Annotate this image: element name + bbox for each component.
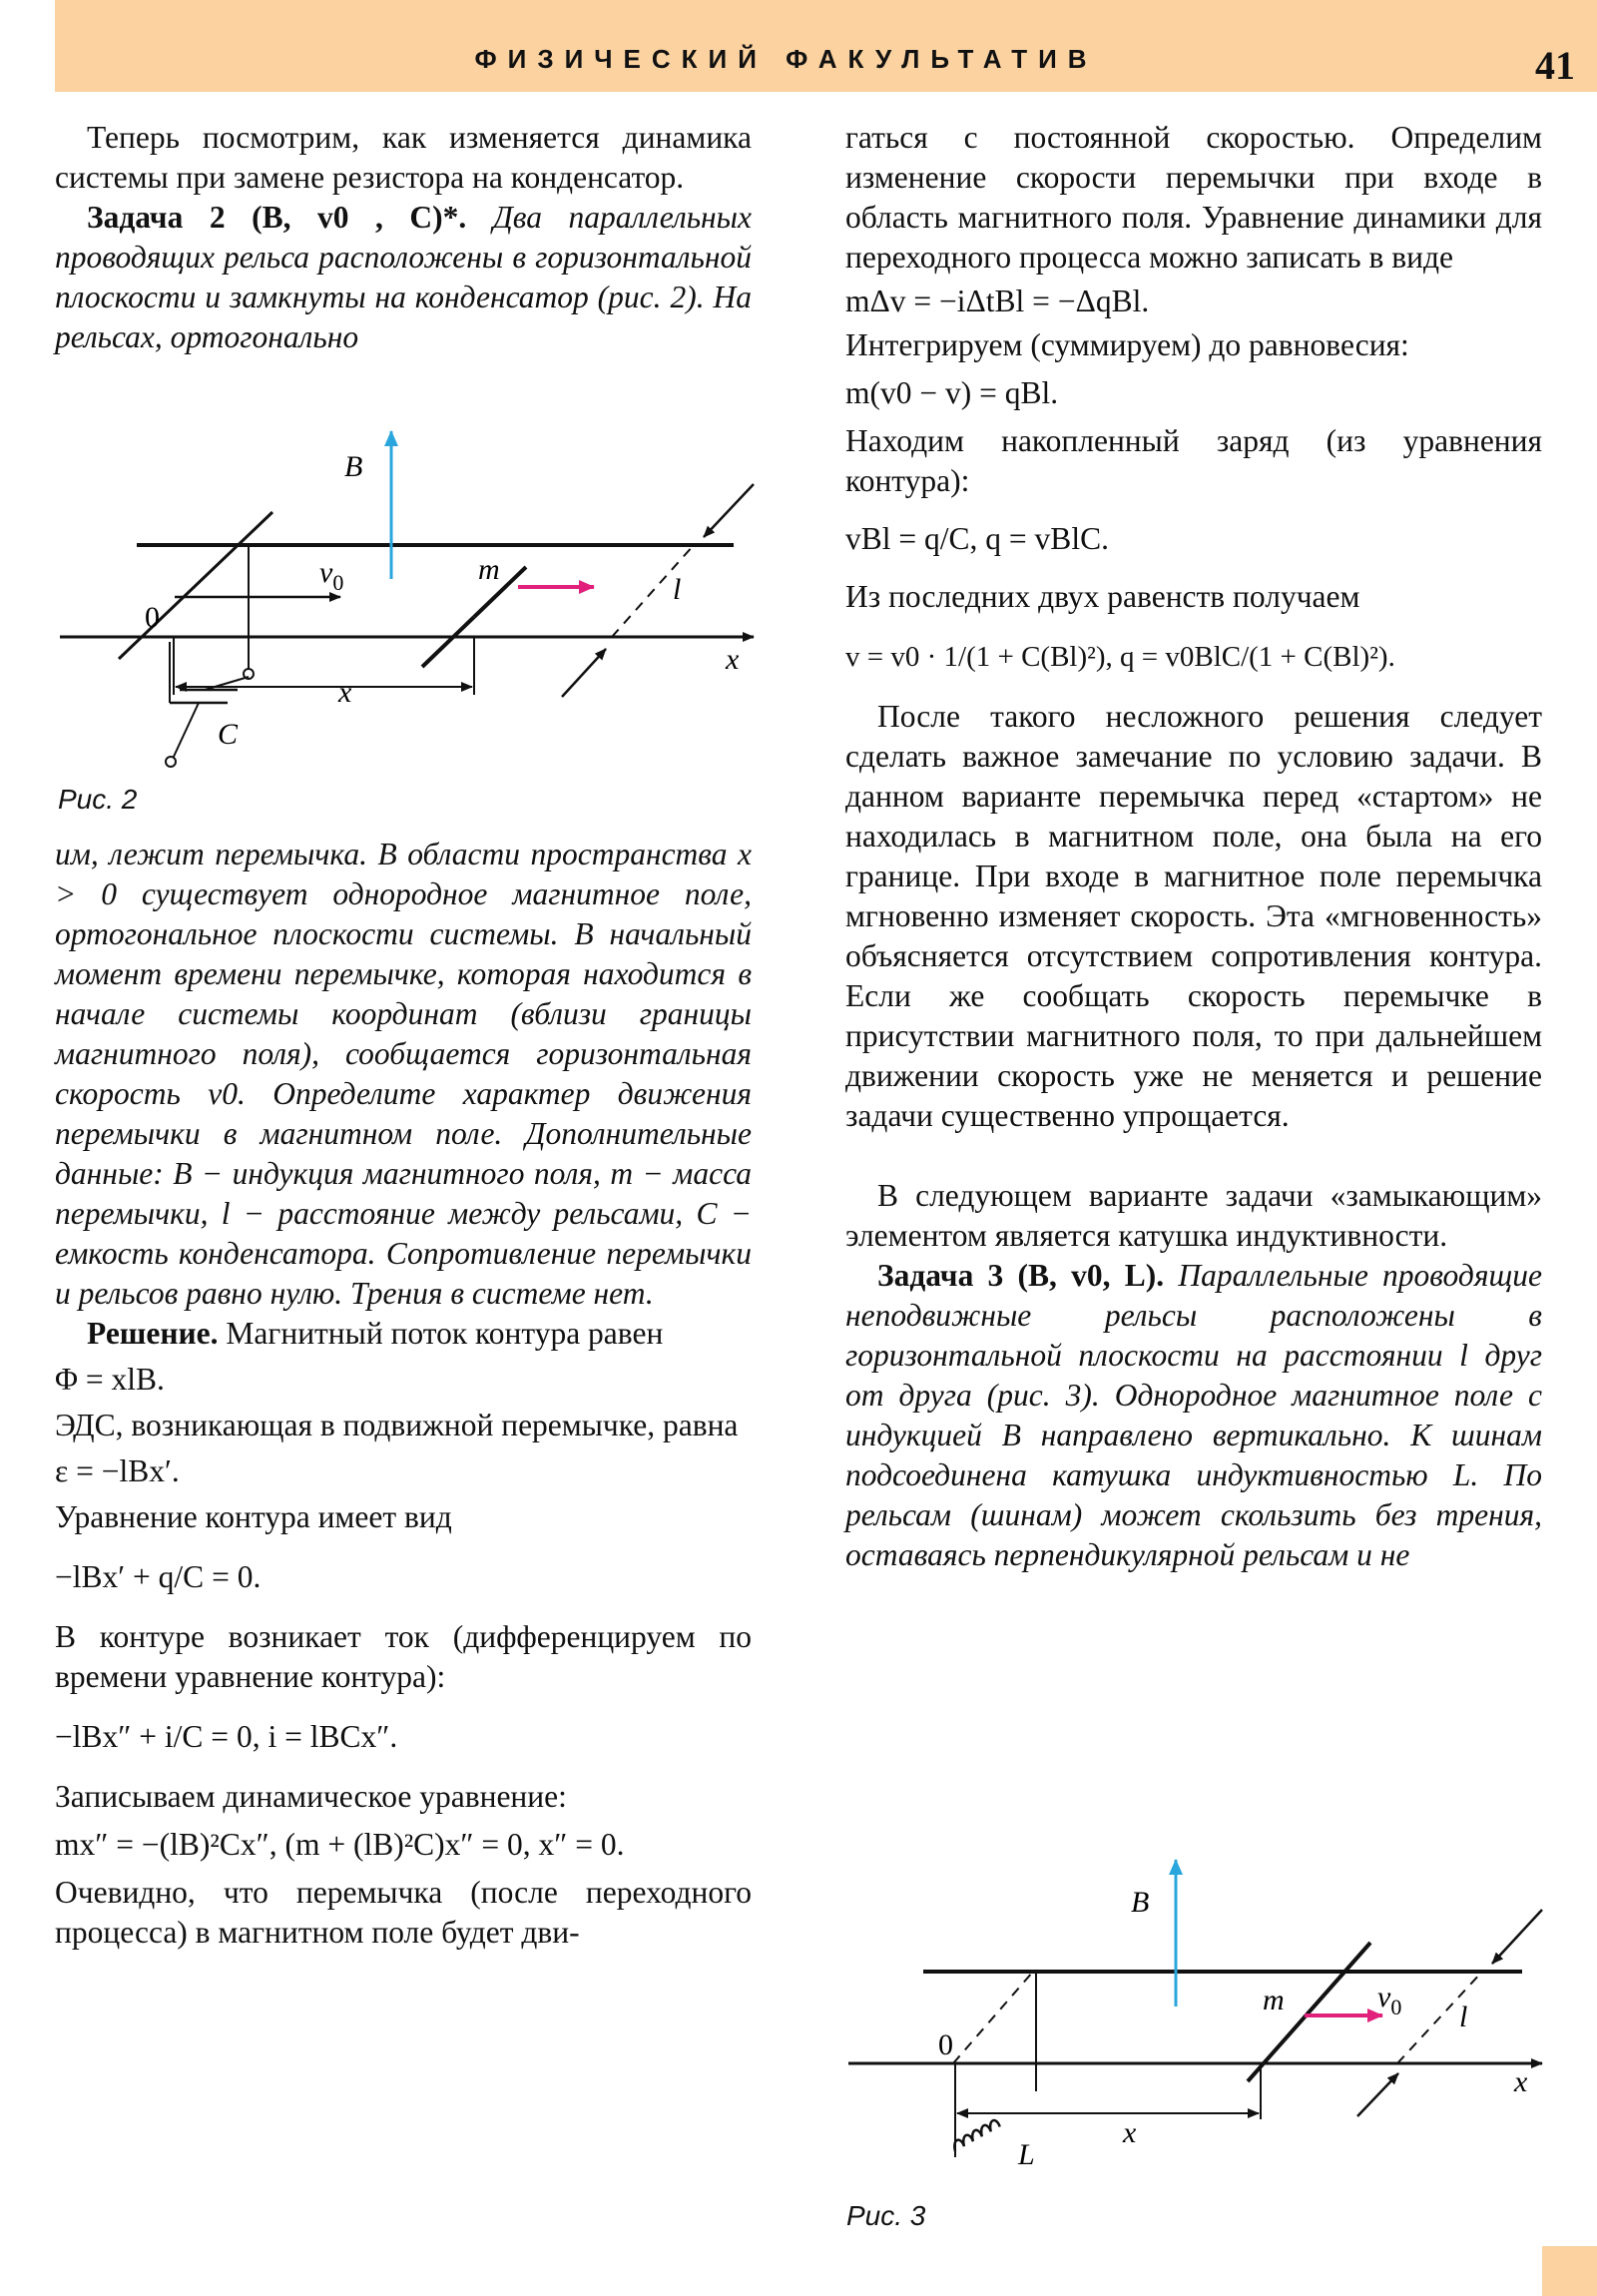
dashed-l-line	[612, 545, 694, 637]
task2-text-b: им, лежит перемычка. В области пространства x > 0 существует однородное магнитное поле, ортогональное плоскости системы. В начальный момент времени перемычке, которая находится в начале системы координат (вблизи границы магнитного поля), сообщается горизонтальная скорость v0. Определите характер движения перемычки в магнитном поле. Дополнительные данные: B − индукция магнитного поля, m − масса перемычки, l − расстояние между рельсами, C − емкость конденсатора. Сопротивление перемычки и рельсов равно нулю. Трения в системе нет.	[55, 837, 752, 1311]
dashed-l-line	[1397, 1972, 1482, 2063]
running-title: ФИЗИЧЕСКИЙ ФАКУЛЬТАТИВ	[474, 44, 1098, 74]
label-v0: $v_0$	[1377, 1981, 1402, 2019]
label-x-axis: x	[1514, 2065, 1528, 2098]
label-x-dist: x	[1123, 2116, 1137, 2149]
remark-paragraph: После такого несложного решения следует сделать важное замечание по условию задачи. В данном варианте перемычка перед «стартом» не находилась в магнитном поле, она была на его границе. При входе в магнитное поле перемычка мгновенно изменяет скорость. Эта «мгновенность» объясняется отсутствием сопротивления контура. Если же сообщать скорость перемычке в присутствии магнитного поля, то при дальнейшем движении скорость уже не меняется и решение задачи существенно упрощается.	[845, 699, 1542, 1133]
label-l: l	[673, 573, 682, 606]
integrate-text: Интегрируем (суммируем) до равновесия:	[845, 327, 1409, 362]
capacitor-lead-top	[205, 677, 249, 690]
label-origin: 0	[145, 601, 160, 634]
l-arrow-top	[704, 484, 754, 537]
solution-text: Магнитный поток контура равен	[226, 1316, 664, 1351]
label-l: l	[1459, 2001, 1468, 2033]
page-header	[55, 0, 1597, 92]
page-corner-tab	[1542, 2246, 1597, 2296]
equation-circuit: −lBx′ + q/C = 0.	[55, 1559, 262, 1594]
label-B: B	[344, 450, 363, 483]
capacitor-lead-bottom	[173, 703, 199, 759]
figure-2	[55, 419, 774, 751]
equation-momentum: mΔv = −iΔtBl = −ΔqBl.	[845, 284, 1150, 318]
fig3-caption: Рис. 3	[846, 2200, 926, 2231]
label-B: B	[1131, 1886, 1150, 1919]
label-origin: 0	[938, 2028, 953, 2061]
page-number: 41	[1535, 43, 1575, 88]
jumper-bar-top	[422, 617, 474, 667]
task3-text: Параллельные проводящие неподвижные рельсы расположены в горизонтальной плоскости на расстоянии l друг от друга (рис. 3). Однородное магнитное поле с индукцией B направлено вертикально. К шинам подсоединена катушка индуктивностью L. По рельсам (шинам) может скользить без трения, оставаясь перпендикулярной рельсам и не	[845, 1258, 1542, 1572]
l-arrow-top	[1492, 1910, 1542, 1964]
label-m: m	[478, 553, 500, 586]
left-column	[55, 118, 752, 357]
task2-text-a: Два параллельных проводящих рельса расположены в горизонтальной плоскости и замкнуты на конденсатор (рис. 2). На рельсах, ортогонально	[55, 200, 752, 354]
current-text: В контуре возникает ток (дифференцируем по времени уравнение контура):	[55, 1619, 752, 1694]
l-arrow-bottom	[562, 649, 606, 697]
charge-text: Находим накопленный заряд (из уравнения контура):	[845, 423, 1542, 498]
left-column-lower	[55, 835, 752, 1953]
equation-result: v = v0 · 1/(1 + C(Bl)²), q = v0BlC/(1 + C(Bl)²).	[845, 641, 1395, 673]
task3-label: Задача 3 (B, v0, L).	[877, 1258, 1165, 1293]
equation-emf: ε = −lBx′.	[55, 1453, 180, 1488]
label-x-axis: x	[726, 643, 740, 676]
figure-3	[843, 1852, 1562, 2181]
task3-statement	[845, 1256, 1542, 1575]
label-C: C	[218, 718, 239, 751]
label-m: m	[1263, 1984, 1285, 2016]
end-text: Очевидно, что перемычка (после переходного процесса) в магнитном поле будет дви-	[55, 1875, 752, 1950]
label-x-dist: x	[338, 676, 352, 709]
equation-flux: Φ = xlB.	[55, 1362, 165, 1397]
equation-charge: vBl = q/C, q = vBlC.	[845, 521, 1109, 556]
dynamics-text: Записываем динамическое уравнение:	[55, 1779, 567, 1814]
l-arrow-bottom	[1357, 2073, 1398, 2116]
task2-statement	[55, 198, 752, 357]
task2-label: Задача 2 (B, v0 , C)*.	[87, 200, 467, 235]
boundary-dashed	[953, 1972, 1033, 2063]
next-variant-paragraph: В следующем варианте задачи «замыкающим» элементом является катушка индуктивности.	[845, 1178, 1542, 1253]
inductor-coil	[950, 2112, 1000, 2158]
capacitor-terminal-bottom	[166, 757, 176, 767]
intro-paragraph: Теперь посмотрим, как изменяется динамика системы при замене резистора на конденсатор.	[55, 120, 752, 195]
solution-paragraph	[55, 1314, 752, 1354]
equation-integrated: m(v0 − v) = qBl.	[845, 375, 1059, 410]
equation-dynamics: mx″ = −(lB)²Cx″, (m + (lB)²C)x″ = 0, x″ = 0.	[55, 1827, 625, 1862]
last-two-text: Из последних двух равенств получаем	[845, 579, 1360, 614]
fig2-caption: Рис. 2	[58, 784, 138, 815]
circuit-text: Уравнение контура имеет вид	[55, 1499, 452, 1534]
solution-label: Решение.	[87, 1316, 219, 1351]
right-column	[845, 118, 1542, 1575]
continued-text: гаться с постоянной скоростью. Определим изменение скорости перемычки при входе в область магнитного поля. Уравнение динамики для переходного процесса можно записать в виде	[845, 120, 1542, 275]
label-L: L	[1018, 2138, 1035, 2171]
equation-current: −lBx″ + i/C = 0, i = lBCx″.	[55, 1719, 398, 1754]
emf-text: ЭДС, возникающая в подвижной перемычке, равна	[55, 1408, 739, 1442]
label-v0: $v_0$	[319, 556, 344, 595]
